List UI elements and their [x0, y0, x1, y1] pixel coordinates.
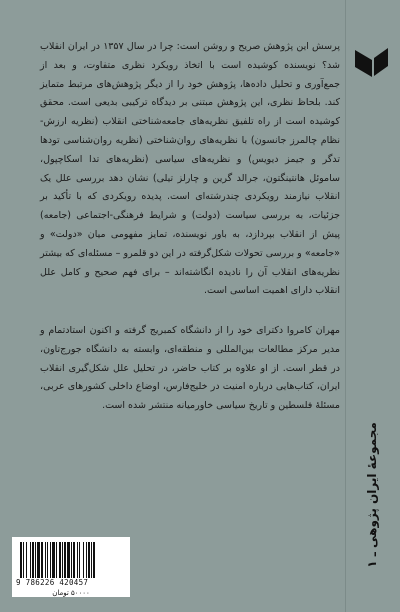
series-title: مجموعهٔ ایران پژوهی ـ ۱	[365, 422, 379, 568]
barcode-stripe	[71, 542, 72, 578]
barcode-stripe	[59, 542, 61, 578]
barcode-stripe	[47, 542, 48, 578]
author-bio-paragraph: مهران کامروا دکترای خود را از دانشگاه کمبریج گرفته و اکنون استادتمام و مدیر مرکز مطالعات بین‌المللی و منطقه‌ای، وابسته به دانشگاه جورج‌تاون، در قطر است. از او علاوه بر کتاب حاضر، در تحلیل علل شکل‌گیری انقلاب ایران، کتاب‌هایی درباره امنیت در خلیج‌فارس، اوضاع داخلی کشورهای عربی، مسئلهٔ فلسطین و تاریخ سیاسی خاورمیانه منتشر شده است.	[40, 325, 340, 412]
book-description-paragraph: پرسش این پژوهش صریح و روشن است: چرا در سال ۱۳۵۷ در ایران انقلاب شد؟ نویسنده کوشیده است با اتخاذ رویکرد نظری متفاوت، و بعد از جمع‌آوری و تحلیل داده‌ها، پژوهش خود را از دیگر پژوهش‌های مرتبط متمایز کند. بلحاظ نظری، این پژوهش مبتنی بر دیدگاه ترکیبی بدیعی است. محقق کوشیده است از راه تلفیق نظریه‌های جامعه‌شناختی انقلاب (نظریه ارزش-نظام چالمرز جانسون) با نظریه‌های روان‌شناختی (نظریه روان‌شناسی تودها تدگر و جیمز دیویس) و نظریه‌های سیاسی (نظریه‌های تدا اسکاچپول، ساموئل هانتینگتون، جرالد گرین و چارلز تیلی) نشان دهد بررسی علل یک انقلاب نیازمند رویکردی چندرشته‌ای است. پدیده رویکردی که با تأکید بر جزئیات، به بررسی سیاست (دولت) و شرایط فرهنگی-اجتماعی (جامعه) پیش از انقلاب بپردازد، به باور نویسنده، تمایز مفهومی میان «دولت» و «جامعه» و بررسی تحولات شکل‌گرفته در این دو قلمرو – مسئله‌ای که بیشتر نظریه‌های انقلاب آن را نادیده انگاشته‌اند – برای فهم صحیح و کامل علل انقلاب دارای اهمیت اساسی است.	[40, 41, 340, 297]
barcode-stripe	[62, 542, 63, 578]
barcode-stripe	[50, 542, 51, 578]
barcode-stripe	[52, 542, 55, 578]
barcode-stripe	[56, 542, 57, 578]
barcode-stripe	[45, 542, 46, 578]
barcode-stripe	[37, 542, 40, 578]
barcode-stripe	[41, 542, 43, 578]
barcode-stripe	[86, 542, 87, 578]
barcode-stripe	[91, 542, 92, 578]
barcode-stripe	[93, 542, 95, 578]
barcode-stripe	[73, 542, 75, 578]
barcode-bars	[20, 542, 122, 578]
barcode-stripe	[23, 542, 24, 578]
barcode-stripe	[88, 542, 90, 578]
barcode-stripe	[77, 542, 78, 578]
barcode-stripe	[64, 542, 66, 578]
isbn-barcode	[12, 537, 130, 597]
barcode-stripe	[30, 542, 31, 578]
barcode-stripe	[35, 542, 36, 578]
spine	[345, 0, 400, 612]
publisher-logo-icon	[352, 44, 392, 78]
barcode-stripe	[26, 542, 27, 578]
price-label: ۵۰۰۰۰ تومان	[52, 589, 90, 597]
barcode-stripe	[67, 542, 70, 578]
barcode-stripe	[83, 542, 84, 578]
barcode-stripe	[32, 542, 34, 578]
barcode-stripe	[79, 542, 80, 578]
barcode-stripe	[20, 542, 22, 578]
barcode-digits: 9 786226 420457	[16, 578, 89, 587]
